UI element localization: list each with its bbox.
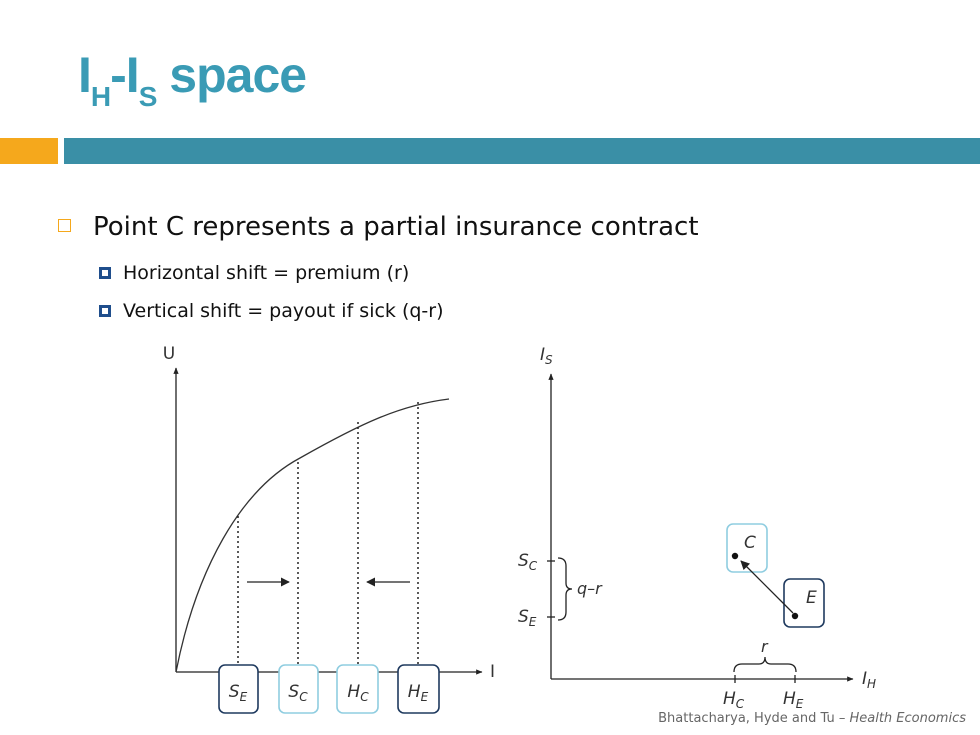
bullet-sub-1-text: Horizontal shift = premium (r) (123, 262, 410, 284)
tick-label-se-sub: E (528, 615, 537, 629)
box-he-main: H (407, 682, 421, 702)
right-income-graph (518, 345, 876, 711)
right-x-axis-sub: H (867, 677, 877, 691)
box-hc-main: H (347, 682, 361, 702)
utility-curve (176, 399, 449, 672)
box-sc-main: S (288, 682, 300, 702)
right-y-axis-sub: S (545, 353, 553, 367)
box-se-sub: E (239, 690, 248, 704)
left-x-axis-label: I (490, 662, 496, 682)
bullet-main-text: Point C represents a partial insurance contract (93, 212, 699, 242)
right-y-axis-label (540, 345, 553, 367)
title-i-s: I (125, 47, 139, 103)
right-x-axis-label (862, 669, 876, 691)
brace-horizontal (734, 657, 796, 672)
credit-authors: Bhattacharya, Hyde and Tu – (658, 711, 850, 726)
bullet-sub-2-text: Vertical shift = payout if sick (q-r) (123, 300, 444, 322)
right-y-axis-main: I (540, 345, 546, 365)
box-hc-sub: C (360, 690, 369, 704)
title-subscript-h: H (90, 81, 111, 112)
tick-label-he (783, 689, 804, 711)
tick-label-sc-sub: C (528, 559, 538, 573)
point-c-label: C (744, 533, 756, 553)
brace-vertical-label: q–r (577, 579, 602, 598)
title-word: space (169, 47, 307, 103)
source-credit (658, 711, 966, 726)
tick-label-sc-main: S (518, 551, 529, 571)
left-y-axis-label: U (162, 344, 176, 364)
right-x-axis-main: I (862, 669, 868, 689)
brace-horizontal-label: r (761, 637, 768, 656)
box-se-main: S (228, 682, 240, 702)
brace-vertical (558, 558, 572, 620)
tick-label-he-main: H (783, 689, 796, 709)
tick-label-hc-main: H (723, 689, 736, 709)
tick-label-se (518, 607, 537, 629)
tick-label-hc-sub: C (735, 697, 745, 711)
tick-label-hc (723, 689, 745, 711)
tick-label-sc (518, 551, 538, 573)
tick-label-he-sub: E (795, 697, 804, 711)
tick-label-se-main: S (518, 607, 529, 627)
title-i-h: I (78, 47, 91, 103)
left-utility-graph (163, 344, 495, 713)
box-sc-sub: C (299, 690, 308, 704)
point-e-dot (792, 613, 798, 619)
point-e-label: E (806, 588, 817, 608)
box-he-sub: E (420, 690, 429, 704)
credit-book: Health Economics (849, 711, 966, 726)
point-e-box (784, 579, 824, 627)
title-subscript-s: S (138, 81, 157, 112)
title-dash: - (110, 47, 126, 103)
point-c-dot (732, 553, 738, 559)
